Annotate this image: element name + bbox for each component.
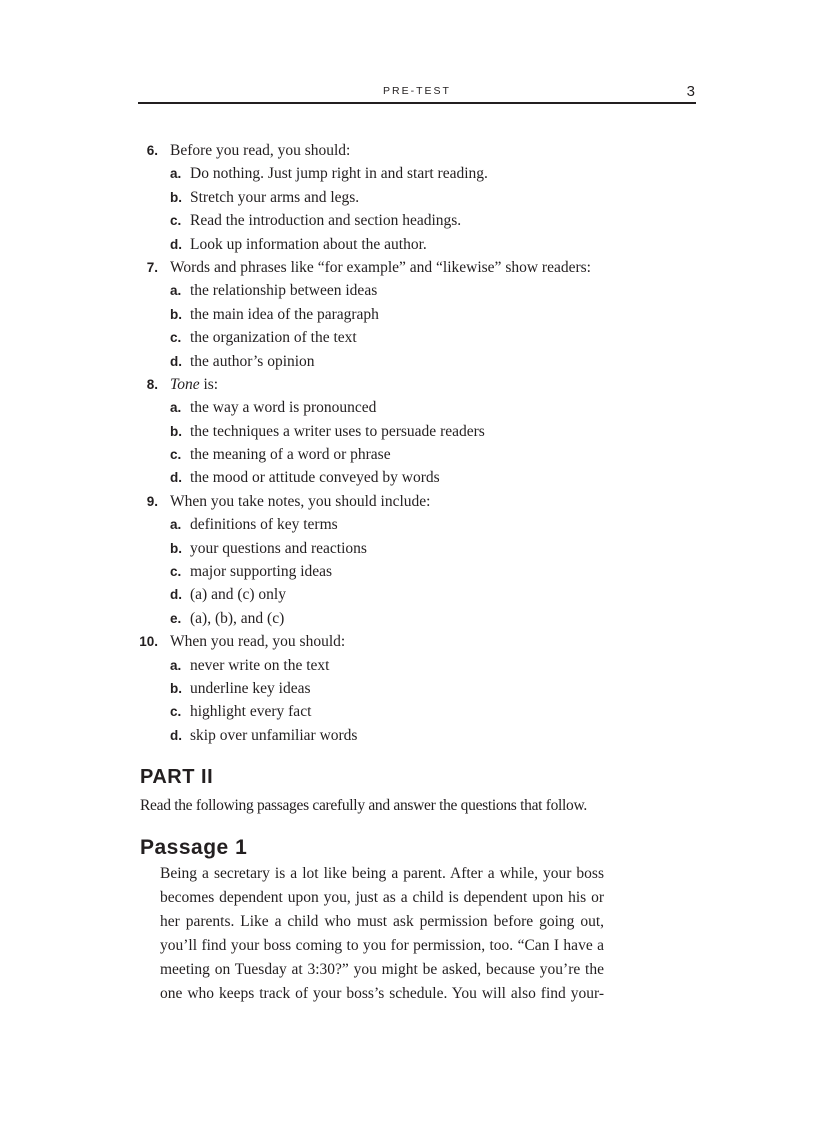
option-text: the mood or attitude conveyed by words (190, 469, 440, 487)
answer-option (135, 350, 635, 373)
option-text: major supporting ideas (190, 563, 333, 581)
running-title: PRE-TEST (383, 85, 451, 97)
question-stem (135, 256, 635, 279)
option-text: (a) and (c) only (190, 586, 286, 604)
passage-line: becomes dependent upon you, just as a child is dependent upon his or (160, 889, 604, 906)
answer-option (135, 396, 635, 419)
option-text: Do nothing. Just jump right in and start reading. (190, 165, 488, 183)
passage-line: her parents. Like a child who must ask permission before going out, (160, 913, 604, 930)
passage-body (160, 862, 604, 1006)
option-text: the relationship between ideas (190, 282, 378, 300)
passage-line: you’ll find your boss coming to you for permission, too. “Can I have a (160, 937, 604, 954)
option-letter: a. (170, 517, 182, 533)
question-text (170, 490, 430, 513)
question-stem (135, 490, 635, 513)
option-letter: d. (170, 236, 182, 252)
question-text-italic: Tone (170, 375, 200, 393)
option-text: the meaning of a word or phrase (190, 446, 391, 464)
answer-option (135, 583, 635, 606)
answer-option (135, 420, 635, 443)
option-text: the techniques a writer uses to persuade readers (190, 422, 485, 440)
answer-option (135, 724, 635, 747)
answer-option (135, 607, 635, 630)
option-text: the way a word is pronounced (190, 399, 377, 417)
option-text: the organization of the text (190, 329, 357, 347)
option-letter: a. (170, 657, 182, 673)
question-list (135, 139, 635, 747)
option-text: Look up information about the author. (190, 235, 427, 253)
passage-line: meeting on Tuesday at 3:30?” you might be asked, because you’re the (160, 961, 604, 978)
option-letter: d. (170, 470, 182, 486)
option-letter: c. (170, 564, 182, 580)
option-text: underline key ideas (190, 679, 311, 697)
page-number: 3 (686, 83, 695, 100)
question-number: 8. (146, 376, 158, 392)
question-text-main: Before you read, you should: (170, 142, 351, 159)
answer-option (135, 700, 635, 723)
option-text: the author’s opinion (190, 352, 315, 370)
answer-option (135, 466, 635, 489)
option-text: Read the introduction and section headings. (190, 212, 462, 230)
question-text (170, 256, 591, 279)
option-text: never write on the text (190, 656, 330, 674)
option-letter: c. (170, 213, 182, 229)
option-text: your questions and reactions (190, 539, 367, 557)
option-letter: c. (170, 704, 182, 720)
answer-option (135, 303, 635, 326)
option-letter: a. (170, 166, 182, 182)
option-letter: e. (170, 610, 182, 626)
page-header (138, 84, 696, 104)
question-stem (135, 373, 635, 396)
option-letter: d. (170, 587, 182, 603)
answer-option (135, 233, 635, 256)
question-stem (135, 139, 635, 162)
option-letter: b. (170, 306, 182, 322)
passage-heading: Passage 1 (140, 836, 248, 859)
passage-line: one who keeps track of your boss’s schedule. You will also find your- (160, 985, 604, 1002)
option-letter: b. (170, 189, 182, 205)
answer-option (135, 279, 635, 302)
answer-option (135, 443, 635, 466)
answer-option (135, 513, 635, 536)
option-text: the main idea of the paragraph (190, 305, 379, 323)
question-text (170, 630, 345, 653)
question-text-main: When you take notes, you should include: (170, 492, 431, 510)
option-letter: b. (170, 423, 182, 439)
option-letter: a. (170, 283, 182, 299)
option-text: Stretch your arms and legs. (190, 188, 360, 206)
option-letter: d. (170, 353, 182, 369)
option-letter: b. (170, 680, 182, 696)
option-text: skip over unfamiliar words (190, 726, 358, 744)
question-text (170, 139, 350, 162)
option-text: (a), (b), and (c) (190, 609, 285, 627)
question-text-main: is: (199, 375, 219, 393)
answer-option (135, 326, 635, 349)
question-number: 7. (146, 259, 158, 275)
answer-option (135, 677, 635, 700)
answer-option (135, 186, 635, 209)
question-text (170, 373, 218, 396)
answer-option (135, 560, 635, 583)
question-number: 10. (139, 634, 158, 650)
option-letter: a. (170, 400, 182, 416)
question-number: 9. (146, 493, 158, 509)
part-heading: PART II (140, 766, 214, 788)
question-number: 6. (146, 143, 158, 158)
answer-option (135, 162, 635, 185)
passage-line: Being a secretary is a lot like being a parent. After a while, your boss (160, 865, 604, 882)
part-instructions: Read the following passages carefully and answer the questions that follow. (140, 797, 587, 814)
answer-option (135, 537, 635, 560)
option-letter: c. (170, 330, 182, 346)
question-text-main: When you read, you should: (170, 633, 346, 651)
answer-option (135, 654, 635, 677)
option-letter: d. (170, 727, 182, 743)
option-letter: c. (170, 447, 182, 463)
answer-option (135, 209, 635, 232)
question-text-main: Words and phrases like “for example” and “likewise” show readers: (170, 258, 591, 276)
option-text: highlight every fact (190, 703, 312, 721)
question-stem (135, 630, 635, 653)
option-letter: b. (170, 540, 182, 556)
option-text: definitions of key terms (190, 516, 338, 534)
